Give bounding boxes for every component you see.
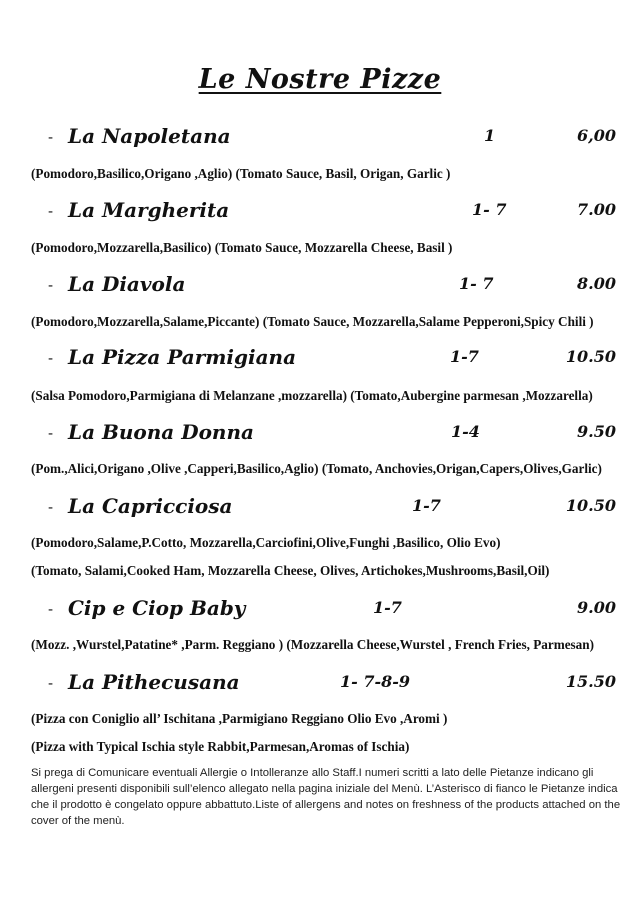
item-description: (Pizza with Typical Ischia style Rabbit,Parmesan,Aromas of Ischia)	[31, 739, 410, 754]
item-description: (Pom.,Alici,Origano ,Olive ,Capperi,Basilico,Aglio) (Tomato, Anchovies,Origan,Capers,Olives,Garlic)	[31, 461, 602, 476]
item-description: (Mozz. ,Wurstel,Patatine* ,Parm. Reggiano ) (Mozzarella Cheese,Wurstel , French Fries, Parmesan)	[31, 637, 595, 652]
item-dash: -	[48, 424, 54, 442]
item-dash: -	[48, 498, 54, 516]
item-allergens: 1- 7	[459, 274, 494, 293]
item-name: La Margherita	[68, 198, 230, 222]
item-description: (Pomodoro,Mozzarella,Basilico) (Tomato Sauce, Mozzarella Cheese, Basil )	[31, 240, 453, 255]
menu-item-napoletana	[0, 124, 640, 154]
page-title: Le Nostre Pizze	[198, 64, 442, 95]
item-allergens: 1-4	[451, 422, 480, 441]
item-dash: -	[48, 276, 54, 294]
menu-item-diavola	[0, 272, 640, 302]
item-price: 9.00	[577, 598, 616, 617]
item-allergens: 1-7	[450, 347, 479, 366]
item-allergens: 1-7	[412, 496, 441, 515]
item-name: La Diavola	[68, 272, 186, 296]
item-allergens: 1- 7-8-9	[340, 672, 411, 691]
item-price: 7.00	[577, 200, 616, 219]
item-name: La Napoletana	[68, 124, 231, 148]
item-price: 9.50	[577, 422, 616, 441]
menu-item-buona-donna	[0, 420, 640, 450]
item-price: 10.50	[565, 347, 616, 366]
menu-item-cip-e-ciop-baby	[0, 596, 640, 626]
item-price: 8.00	[577, 274, 616, 293]
item-allergens: 1- 7	[472, 200, 507, 219]
item-description: (Pomodoro,Salame,P.Cotto, Mozzarella,Carciofini,Olive,Funghi ,Basilico, Olio Evo)	[31, 535, 501, 550]
item-name: La Pithecusana	[68, 670, 240, 694]
item-description: (Tomato, Salami,Cooked Ham, Mozzarella Cheese, Olives, Artichokes,Mushrooms,Basil,Oil)	[31, 563, 550, 578]
allergen-notice: Si prega di Comunicare eventuali Allergie o Intolleranze allo Staff.I numeri scritti a lato delle Pietanze indicano gli allergeni presenti disponibili sull’elenco allegato nella pagina iniziale del Menù. L’Asterisco di fianco le Pietanze indica che il prodotto è congelato oppure abbattuto.Liste of allergens and notes on freshness of the products attached on the cover of the menù.	[31, 767, 621, 827]
item-dash: -	[48, 128, 54, 146]
item-description: (Pizza con Coniglio all’ Ischitana ,Parmigiano Reggiano Olio Evo ,Aromi )	[31, 711, 448, 726]
item-name: La Pizza Parmigiana	[68, 345, 297, 369]
item-allergens: 1	[484, 126, 496, 145]
item-price: 15.50	[565, 672, 616, 691]
item-dash: -	[48, 202, 54, 220]
item-allergens: 1-7	[373, 598, 402, 617]
item-name: La Buona Donna	[68, 420, 254, 444]
item-name: Cip e Ciop Baby	[68, 596, 246, 620]
menu-item-pithecusana	[0, 670, 640, 700]
item-price: 10.50	[565, 496, 616, 515]
item-name: La Capricciosa	[68, 494, 233, 518]
item-dash: -	[48, 349, 54, 367]
item-description: (Pomodoro,Basilico,Origano ,Aglio) (Tomato Sauce, Basil, Origan, Garlic )	[31, 166, 451, 181]
item-dash: -	[48, 600, 54, 618]
item-description: (Salsa Pomodoro,Parmigiana di Melanzane ,mozzarella) (Tomato,Aubergine parmesan ,Mozzarella)	[31, 388, 593, 403]
menu-item-margherita	[0, 198, 640, 228]
menu-item-pizza-parmigiana	[0, 345, 640, 375]
item-description: (Pomodoro,Mozzarella,Salame,Piccante) (Tomato Sauce, Mozzarella,Salame Pepperoni,Spicy Chili )	[31, 314, 594, 329]
menu-item-capricciosa	[0, 494, 640, 524]
item-price: 6,00	[577, 126, 616, 145]
item-dash: -	[48, 674, 54, 692]
